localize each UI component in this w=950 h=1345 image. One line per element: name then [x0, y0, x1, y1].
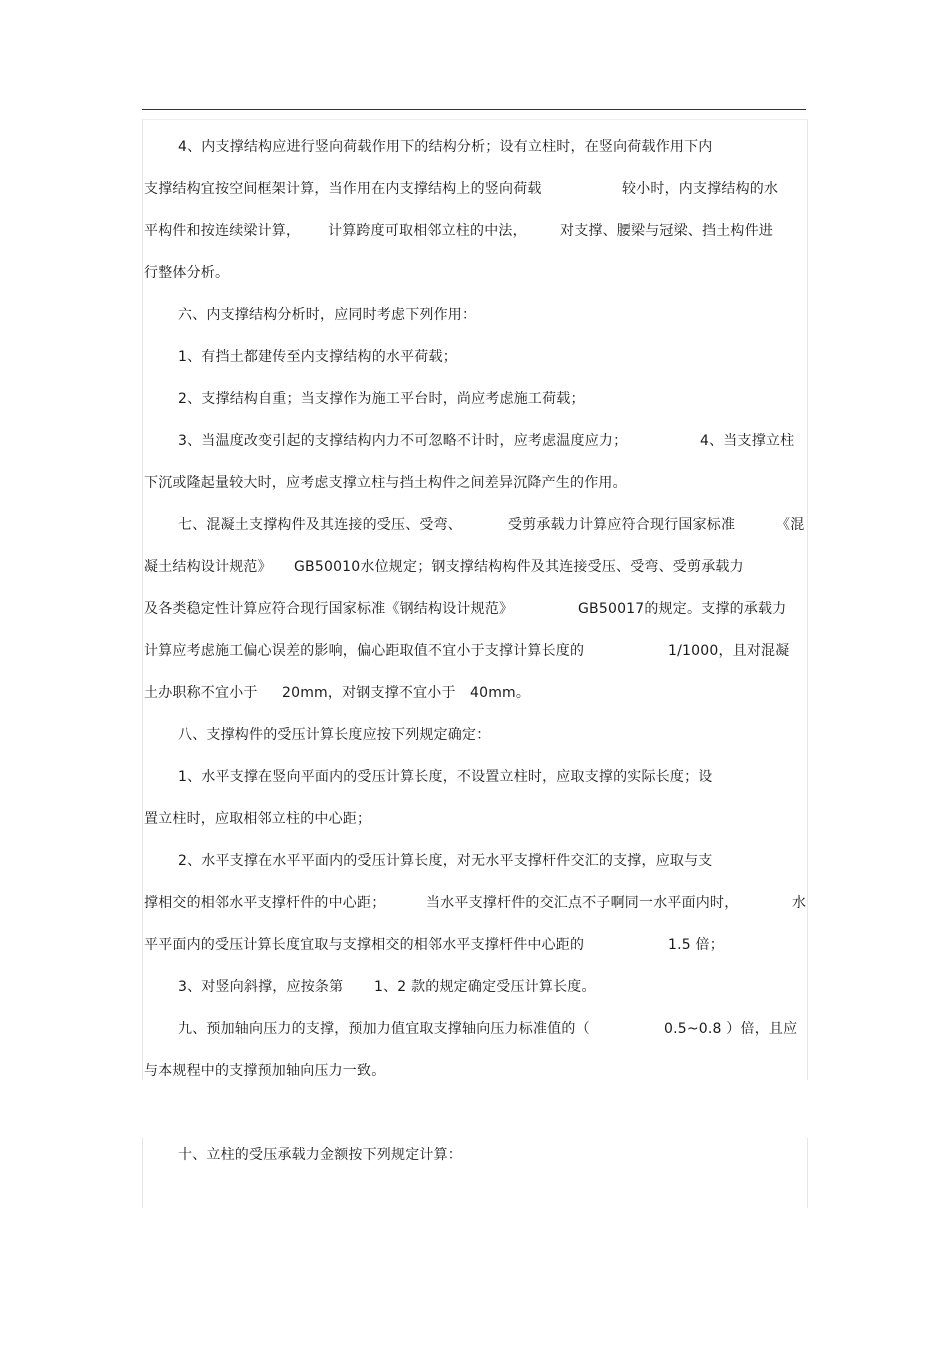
text-segment: 1、有挡土都建传至内支撑结构的水平荷载； — [178, 349, 457, 365]
text-segment: 六、内支撑结构分析时，应同时考虑下列作用： — [178, 307, 477, 323]
text-segment: 20mm，对钢支撑不宜小于 — [282, 685, 456, 701]
text-segment: 十、立柱的受压承载力金额按下列规定计算： — [178, 1147, 462, 1163]
text-segment: 对支撑、腰梁与冠梁、挡土构件进 — [560, 223, 773, 239]
text-segment: GB50010水位规定；钢支撑结构构件及其连接受压、受弯、受剪承载力 — [294, 559, 744, 575]
text-segment: 受剪承载力计算应符合现行国家标准 — [508, 517, 736, 533]
page-header-rule — [142, 109, 806, 110]
text-segment: GB50017的规定。支撑的承载力 — [578, 601, 787, 617]
text-segment: 计算应考虑施工偏心误差的影响，偏心距取值不宜小于支撑计算长度的 — [144, 643, 585, 659]
text-segment: 3、对竖向斜撑，应按条第 — [178, 979, 344, 995]
text-segment: 计算跨度可取相邻立柱的中法， — [328, 223, 527, 239]
text-segment: 1、2 款的规定确定受压计算长度。 — [374, 979, 596, 995]
text-segment: 八、支撑构件的受压计算长度应按下列规定确定： — [178, 727, 491, 743]
text-segment: 较小时，内支撑结构的水 — [622, 181, 779, 197]
text-segment: 凝土结构设计规范》 — [144, 559, 272, 575]
text-segment: 九、预加轴向压力的支撑，预加力值宜取支撑轴向压力标准值的（ — [178, 1021, 590, 1037]
text-segment: 1/1000，且对混凝 — [668, 643, 790, 659]
text-segment: 3、当温度改变引起的支撑结构内力不可忽略不计时，应考虑温度应力； — [178, 433, 628, 449]
text-segment: 土办职称不宜小于 — [144, 685, 258, 701]
text-segment: 及各类稳定性计算应符合现行国家标准《钢结构设计规范》 — [144, 601, 514, 617]
text-segment: 撑相交的相邻水平支撑杆件的中心距； — [144, 895, 386, 911]
text-segment: 当水平支撑杆件的交汇点不子啊同一水平面内时， — [426, 895, 739, 911]
text-segment: 2、水平支撑在水平平面内的受压计算长度，对无水平支撑杆件交汇的支撑，应取与支 — [178, 853, 713, 869]
text-segment: 0.5~0.8 ）倍，且应 — [664, 1021, 798, 1037]
text-segment: 40mm。 — [470, 685, 531, 701]
text-segment: 《混 — [776, 517, 805, 533]
text-segment: 4、当支撑立柱 — [700, 433, 795, 449]
text-segment: 平平面内的受压计算长度宜取与支撑相交的相邻水平支撑杆件中心距的 — [144, 937, 585, 953]
text-segment: 平构件和按连续梁计算， — [144, 223, 301, 239]
text-segment: 七、混凝土支撑构件及其连接的受压、受弯、 — [178, 517, 462, 533]
text-segment: 1.5 倍； — [668, 937, 724, 953]
text-segment: 置立柱时，应取相邻立柱的中心距； — [144, 811, 372, 827]
text-segment: 水 — [792, 895, 807, 911]
text-segment: 下沉或隆起量较大时，应考虑支撑立柱与挡土构件之间差异沉降产生的作用。 — [144, 475, 627, 491]
text-segment: 行整体分析。 — [144, 265, 230, 281]
text-segment: 4、内支撑结构应进行竖向荷载作用下的结构分析；设有立柱时，在竖向荷载作用下内 — [178, 139, 713, 155]
text-segment: 支撑结构宜按空间框架计算，当作用在内支撑结构上的竖向荷载 — [144, 181, 542, 197]
text-segment: 2、支撑结构自重；当支撑作为施工平台时，尚应考虑施工荷载； — [178, 391, 585, 407]
text-segment: 与本规程中的支撑预加轴向压力一致。 — [144, 1063, 386, 1079]
text-segment: 1、水平支撑在竖向平面内的受压计算长度，不设置立柱时，应取支撑的实际长度；设 — [178, 769, 713, 785]
